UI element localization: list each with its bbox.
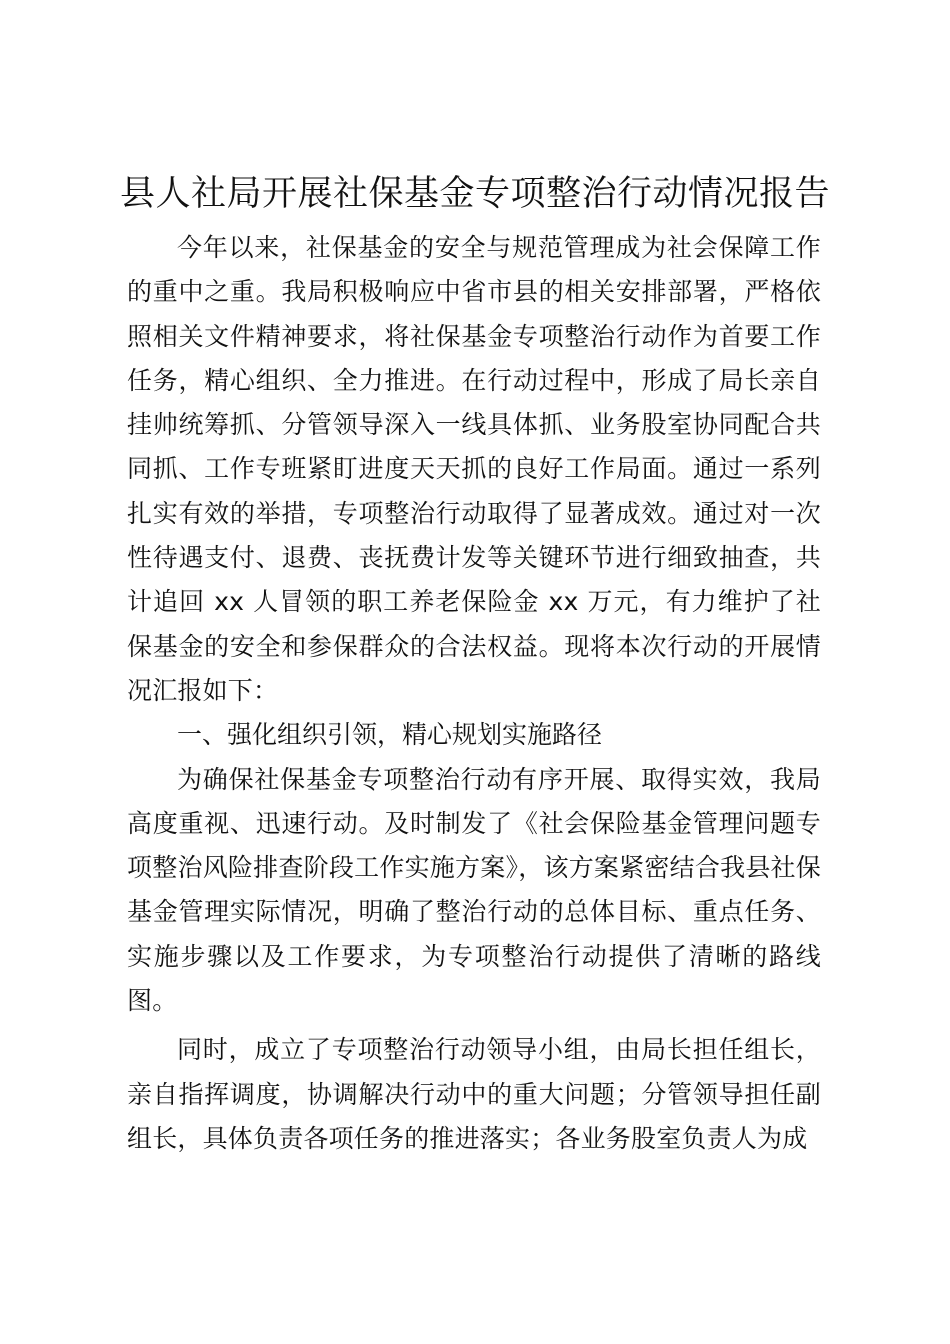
intro-paragraph: 今年以来，社保基金的安全与规范管理成为社会保障工作的重中之重。我局积极响应中省市县的相关安排部署，严格依照相关文件精神要求，将社保基金专项整治行动作为首要工作任务，精心组织、全力推进。在行动过程中，形成了局长亲自挂帅统筹抓、分管领导深入一线具体抓、业务股室协同配合共同抓、工作专班紧盯进度天天抓的良好工作局面。通过一系列扎实有效的举措，专项整治行动取得了显著成效。通过对一次性待遇支付、退费、丧抚费计发等关键环节进行细致抽查，共计追回 xx 人冒领的职工养老保险金 xx 万元，有力维护了社保基金的安全和参保群众的合法权益。现将本次行动的开展情况汇报如下：: [127, 233, 821, 705]
section-1-paragraph-2: 同时，成立了专项整治行动领导小组，由局长担任组长，亲自指挥调度，协调解决行动中的重大问题；分管领导担任副组长，具体负责各项任务的推进落实；各业务股室负责人为成: [127, 1035, 821, 1153]
section-1-heading: 一、强化组织引领，精心规划实施路径: [177, 720, 603, 750]
document-body: [127, 226, 821, 1161]
document-title: 县人社局开展社保基金专项整治行动情况报告: [119, 174, 830, 214]
section-1-paragraph-1: 为确保社保基金专项整治行动有序开展、取得实效，我局高度重视、迅速行动。及时制发了《社会保险基金管理问题专项整治风险排查阶段工作实施方案》，该方案紧密结合我县社保基金管理实际情况，明确了整治行动的总体目标、重点任务、实施步骤以及工作要求，为专项整治行动提供了清晰的路线图。: [127, 764, 821, 1016]
